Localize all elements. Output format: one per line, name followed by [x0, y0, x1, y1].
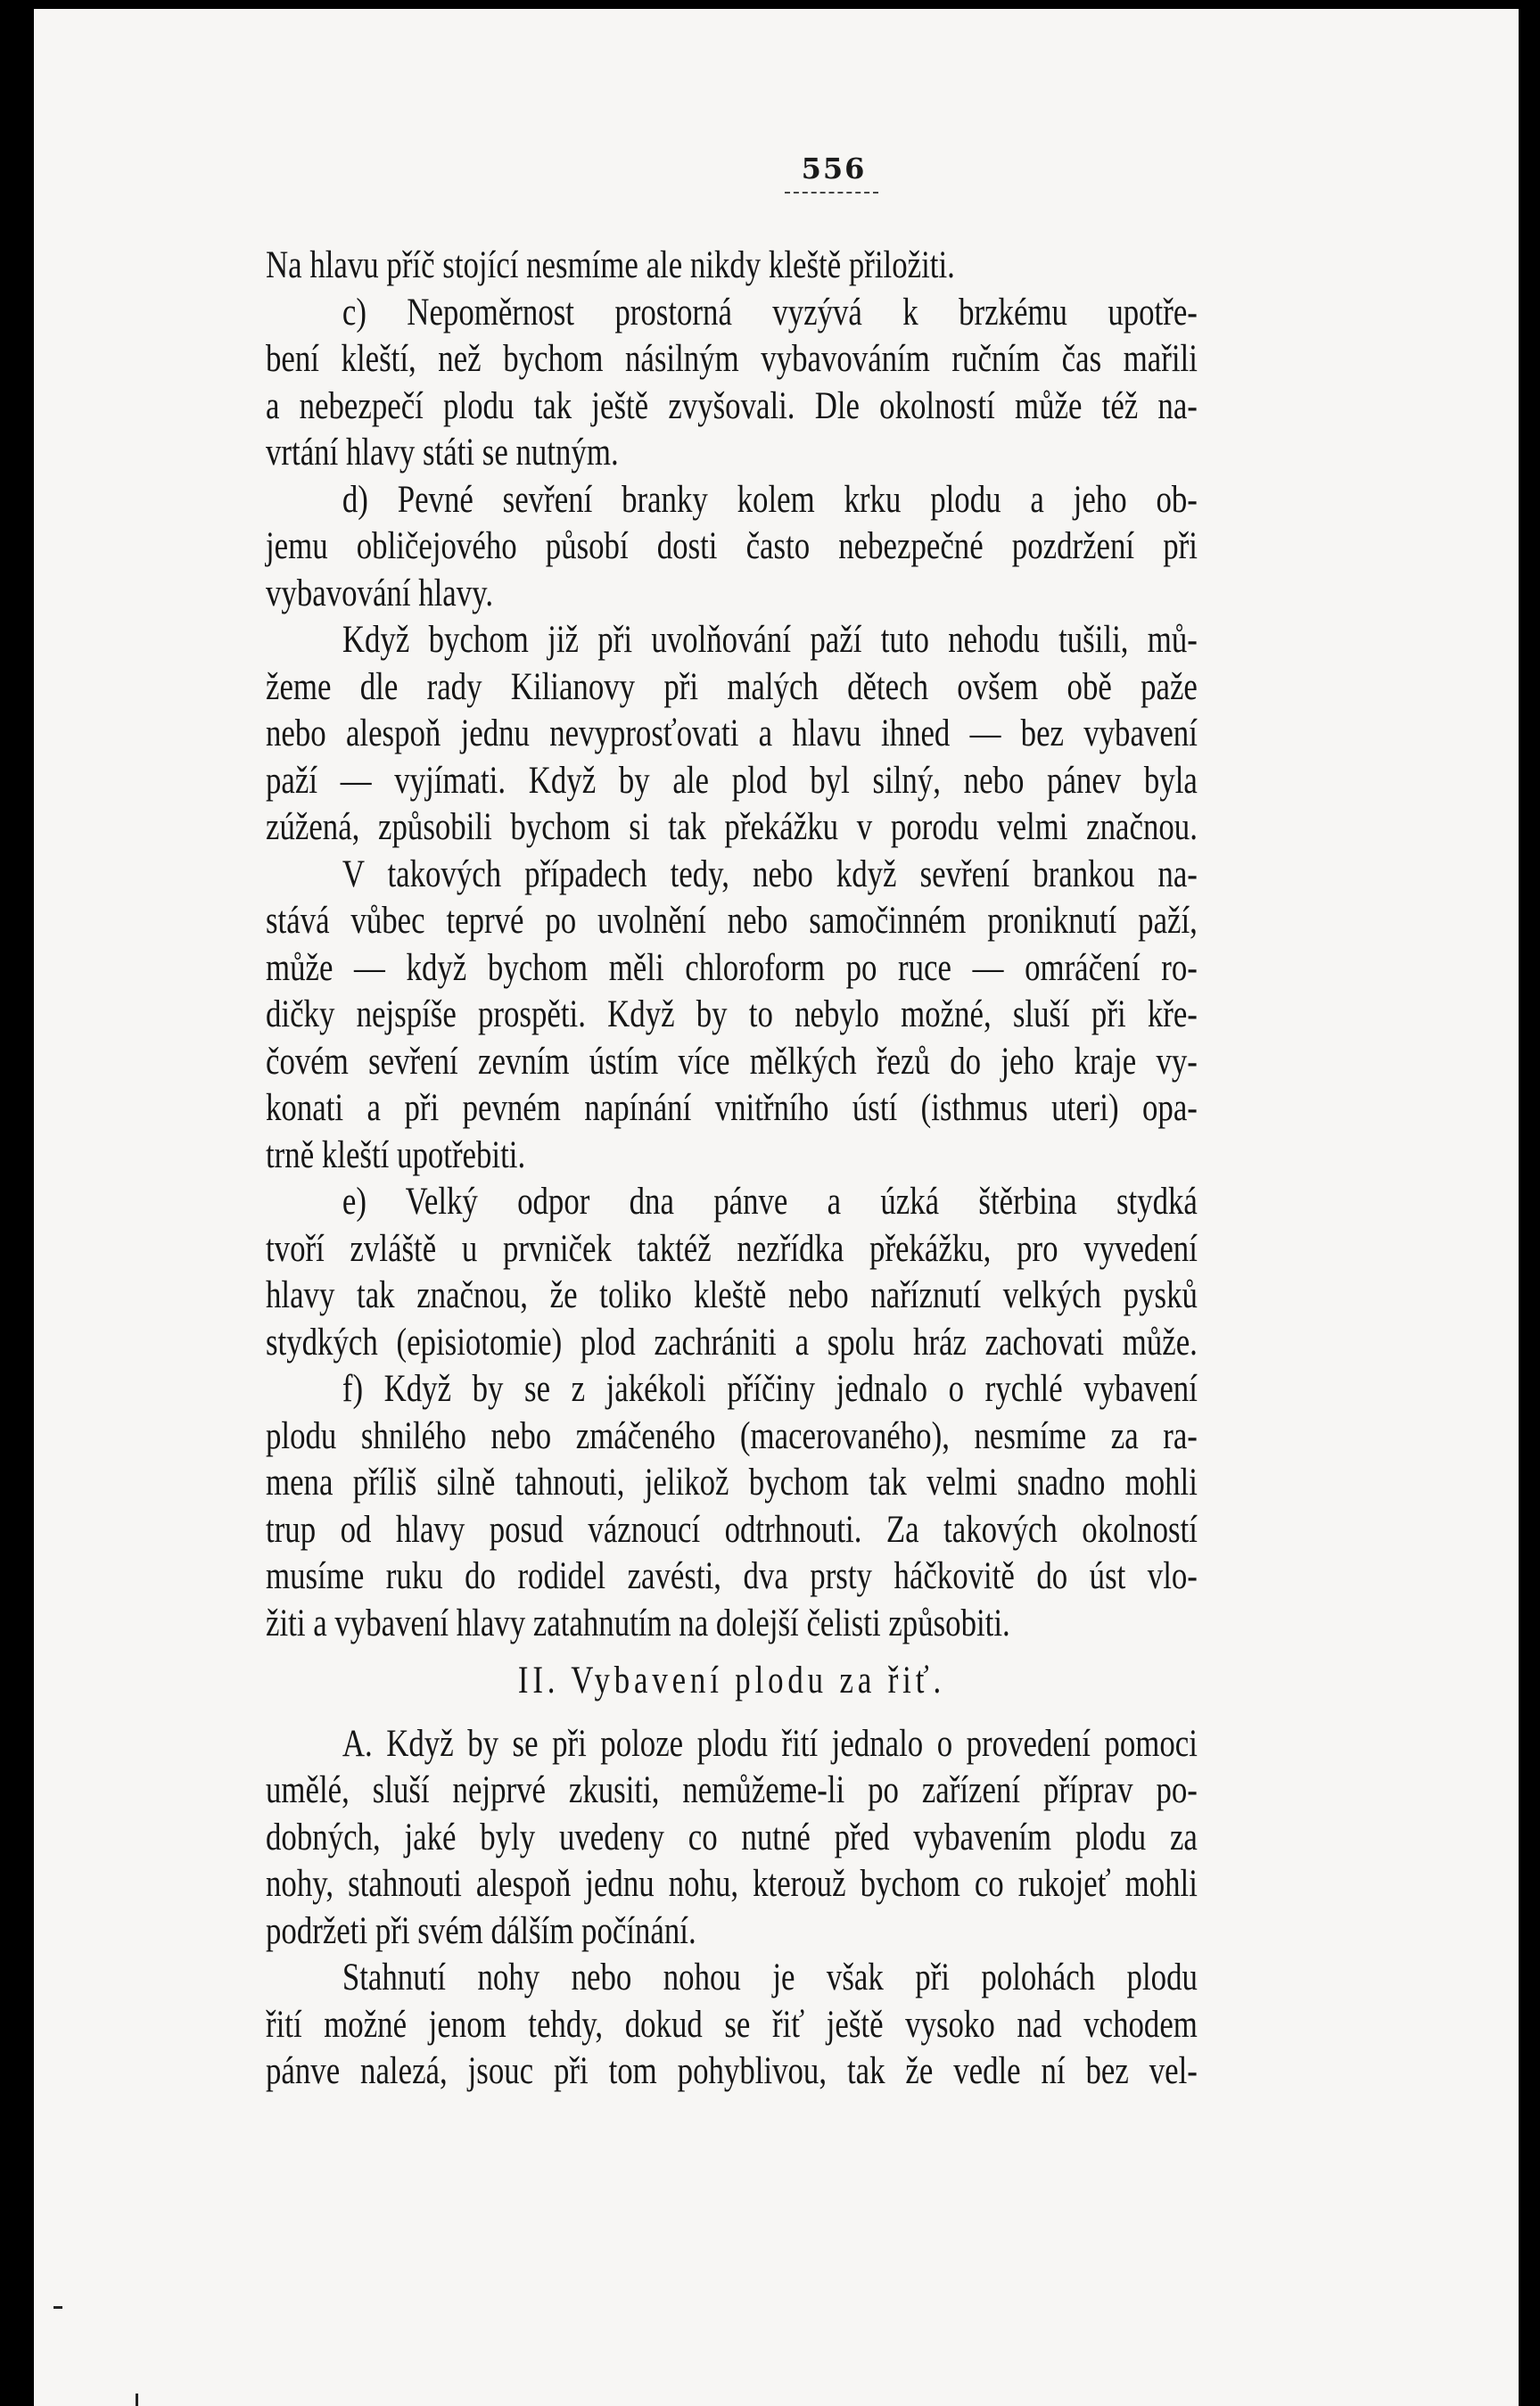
paragraph: [266, 1179, 1198, 1366]
text-line: jemu obličejového působí dosti často nebezpečné pozdržení při: [266, 525, 1198, 567]
margin-tick-mark: [136, 2394, 138, 2406]
text-line: konati a při pevném napínání vnitřního ústí (isthmus uteri) opa-: [266, 1087, 1198, 1129]
text-line: nohy, stahnouti alespoň jednu nohu, kterouž bychom co rukojeť mohli: [266, 1863, 1198, 1905]
text-line: stává vůbec teprvé po uvolnění nebo samočinném proniknutí paží,: [266, 900, 1198, 942]
paragraph: [266, 477, 1198, 618]
section-heading-wrap: [266, 1658, 1198, 1705]
text-line: f) Když by se z jakékoli příčiny jednalo o rychlé vybavení: [342, 1368, 1198, 1410]
text-line: dobných, jaké byly uvedeny co nutné před vybavením plodu za: [266, 1816, 1198, 1858]
text-line: podržeti při svém dálším počínání.: [266, 1909, 696, 1952]
text-line: tvoří zvláště u prvniček taktéž nezřídka překážku, pro vyvedení: [266, 1227, 1198, 1270]
text-line: umělé, sluší nejprvé zkusiti, nemůžeme-li po zařízení příprav po-: [266, 1769, 1198, 1811]
text-line: hlavy tak značnou, že toliko kleště nebo naříznutí velkých pysků: [266, 1274, 1198, 1316]
text-line: zúžená, způsobili bychom si tak překážku v porodu velmi značnou.: [266, 806, 1198, 848]
text-line: d) Pevné sevření branky kolem krku plodu a jeho ob-: [342, 478, 1198, 521]
text-line: žeme dle rady Kilianovy při malých dětech ovšem obě paže: [266, 665, 1198, 708]
text-line: trup od hlavy posud váznoucí odtrhnouti. Za takových okolností: [266, 1508, 1198, 1551]
text-line: bení kleští, než bychom násilným vybavováním ručním čas mařili: [266, 338, 1198, 380]
text-line: plodu shnilého nebo zmáčeného (macerovaného), nesmíme za ra-: [266, 1414, 1198, 1457]
text-line: vrtání hlavy státi se nutným.: [266, 432, 619, 474]
text-line: V takových případech tedy, nebo když sevření brankou na-: [342, 853, 1198, 895]
text-line: pánve nalezá, jsouc při tom pohyblivou, tak že vedle ní bez vel-: [266, 2050, 1198, 2092]
text-line: musíme ruku do rodidel zavésti, dva prsty háčkovitě do úst vlo-: [266, 1555, 1198, 1597]
body-text: [266, 243, 1198, 2096]
text-line: stydkých (episiotomie) plod zachrániti a spolu hráz zachovati může.: [266, 1321, 1198, 1364]
text-line: řití možné jenom tehdy, dokud se řiť ještě vysoko nad vchodem: [266, 2003, 1198, 2046]
paragraph: [266, 1955, 1198, 2096]
text-line: může — když bychom měli chloroform po ruce — omráčení ro-: [266, 946, 1198, 989]
text-line: žiti a vybavení hlavy zatahnutím na dolejší čelisti způsobiti.: [266, 1602, 1010, 1644]
text-line: a nebezpečí plodu tak ještě zvyšovali. Dle okolností může též na-: [266, 384, 1198, 427]
text-line: c) Nepoměrnost prostorná vyzývá k brzkému upotře-: [342, 291, 1198, 334]
paragraph: [266, 852, 1198, 1180]
scan-edge: [1519, 0, 1540, 2406]
text-line: trně kleští upotřebiti.: [266, 1133, 526, 1176]
text-line: mena příliš silně tahnouti, jelikož bychom tak velmi snadno mohli: [266, 1462, 1198, 1504]
text-line: nebo alespoň jednu nevyprosťovati a hlavu ihned — bez vybavení: [266, 713, 1198, 754]
text-line: Stahnutí nohy nebo nohou je však při polohách plodu: [342, 1957, 1198, 1998]
text-line: Když bychom již při uvolňování paží tuto nehodu tušili, mů-: [342, 619, 1198, 661]
margin-mark: [54, 2306, 62, 2309]
paragraph: [266, 290, 1198, 477]
section-heading: II. Vybavení plodu za řiť.: [517, 1660, 946, 1702]
text-line: e) Velký odpor dna pánve a úzká štěrbina stydká: [342, 1181, 1198, 1223]
text-line: dičky nejspíše prospěti. Když by to nebylo možné, sluší při kře-: [266, 993, 1198, 1035]
text-line: A. Když by se při poloze plodu řití jednalo o provedení pomoci: [342, 1722, 1198, 1765]
page-number-rule: [785, 192, 878, 194]
text-line: paží — vyjímati. Když by ale plod byl silný, nebo pánev byla: [266, 759, 1198, 802]
text-line: vybavování hlavy.: [266, 572, 494, 614]
paragraph: [266, 1721, 1198, 1956]
paragraph: [266, 617, 1198, 852]
paragraph: [266, 243, 1198, 290]
text-line: čovém sevření zevním ústím více mělkých řezů do jeho kraje vy-: [266, 1040, 1198, 1083]
page-number: 556: [801, 152, 867, 185]
paragraph: [266, 1366, 1198, 1647]
text-line: Na hlavu příč stojící nesmíme ale nikdy kleště přiložiti.: [266, 244, 955, 286]
